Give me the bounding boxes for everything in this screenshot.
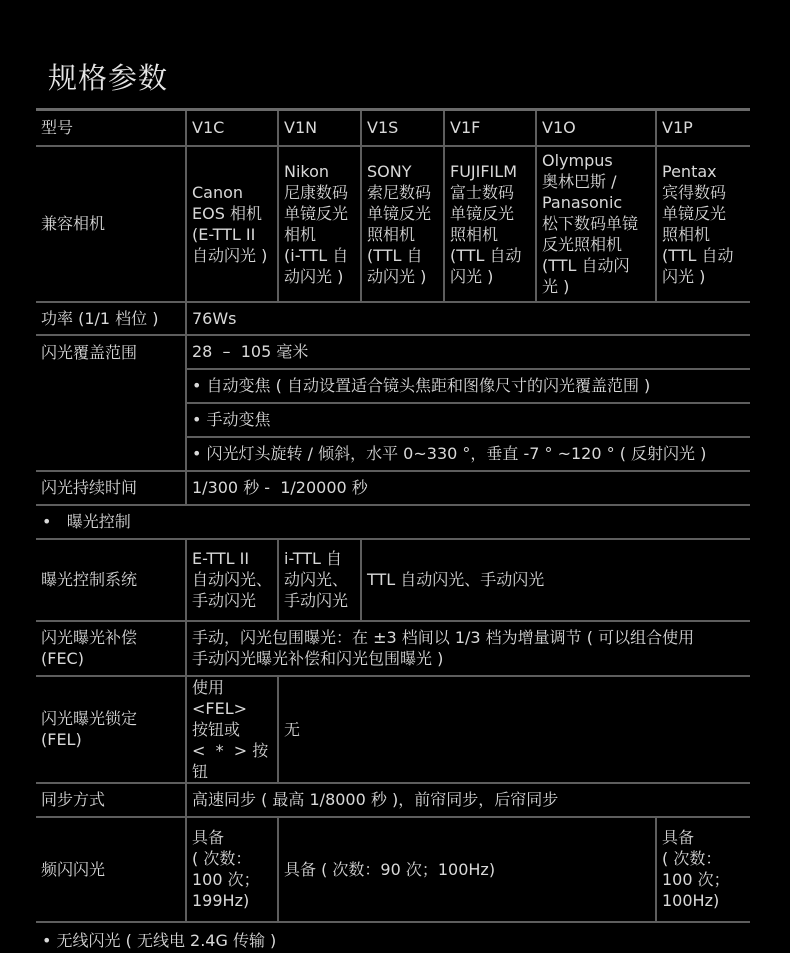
page-title: 规格参数 xyxy=(48,61,169,95)
power-value: 76Ws xyxy=(186,302,750,335)
table-row xyxy=(36,146,750,302)
ecs-cell-others: TTL 自动闪光、手动闪光 xyxy=(361,539,750,621)
exposure-control-heading: • 曝光控制 xyxy=(36,505,750,539)
table-row xyxy=(36,335,750,369)
table-row xyxy=(36,471,750,505)
row-label-ecs: 曝光控制系统 xyxy=(36,539,186,621)
row-label-strobo: 频闪闪光 xyxy=(36,817,186,922)
spec-table xyxy=(36,108,750,923)
row-label-compat: 兼容相机 xyxy=(36,146,186,302)
model-cell-v1s: V1S xyxy=(361,110,444,146)
table-row xyxy=(36,817,750,922)
row-label-fel: 闪光曝光锁定 (FEL) xyxy=(36,676,186,783)
model-cell-v1f: V1F xyxy=(444,110,536,146)
coverage-range: 28 – 105 毫米 xyxy=(186,335,750,369)
row-label-model: 型号 xyxy=(36,110,186,146)
compat-cell-v1f: FUJIFILM 富士数码 单镜反光 照相机 (TTL 自动 闪光 ) xyxy=(444,146,536,302)
table-row xyxy=(36,110,750,146)
row-label-sync: 同步方式 xyxy=(36,783,186,817)
compat-cell-v1o: Olympus 奥林巴斯 / Panasonic 松下数码单镜 反光照相机 (TTL 自动闪 光 ) xyxy=(536,146,656,302)
table-row xyxy=(36,783,750,817)
ecs-cell-v1c: E-TTL II 自动闪光、 手动闪光 xyxy=(186,539,278,621)
compat-cell-v1s: SONY 索尼数码 单镜反光 照相机 (TTL 自 动闪光 ) xyxy=(361,146,444,302)
row-label-duration: 闪光持续时间 xyxy=(36,471,186,505)
duration-value: 1/300 秒 - 1/20000 秒 xyxy=(186,471,750,505)
compat-cell-v1c: Canon EOS 相机 (E-TTL II 自动闪光 ) xyxy=(186,146,278,302)
strobo-cell-mid: 具备 ( 次数：90 次；100Hz) xyxy=(278,817,656,922)
strobo-cell-v1c: 具备 ( 次数： 100 次； 199Hz) xyxy=(186,817,278,922)
strobo-cell-v1p: 具备 ( 次数： 100 次； 100Hz) xyxy=(656,817,750,922)
table-row xyxy=(36,676,750,783)
fel-cell-others: 无 xyxy=(278,676,750,783)
model-cell-v1c: V1C xyxy=(186,110,278,146)
row-label-fec: 闪光曝光补偿 (FEC) xyxy=(36,621,186,676)
ecs-cell-v1n: i-TTL 自 动闪光、 手动闪光 xyxy=(278,539,361,621)
row-label-power: 功率 (1/1 档位 ) xyxy=(36,302,186,335)
compat-cell-v1n: Nikon 尼康数码 单镜反光 相机 (i-TTL 自 动闪光 ) xyxy=(278,146,361,302)
coverage-head-rotation: • 闪光灯头旋转 / 倾斜，水平 0~330 °，垂直 -7 ° ~120 ° ( 反射闪光 ) xyxy=(186,437,750,471)
table-row xyxy=(36,539,750,621)
sync-value: 高速同步 ( 最高 1/8000 秒 )，前帘同步，后帘同步 xyxy=(186,783,750,817)
table-row xyxy=(36,621,750,676)
model-cell-v1n: V1N xyxy=(278,110,361,146)
compat-cell-v1p: Pentax 宾得数码 单镜反光 照相机 (TTL 自动 闪光 ) xyxy=(656,146,750,302)
table-row xyxy=(36,505,750,539)
table-row xyxy=(36,302,750,335)
fec-value: 手动，闪光包围曝光：在 ±3 档间以 1/3 档为增量调节 ( 可以组合使用 手动闪光曝光补偿和闪光包围曝光 ) xyxy=(186,621,750,676)
row-label-coverage: 闪光覆盖范围 xyxy=(36,335,186,471)
fel-cell-v1c: 使用 <FEL> 按钮或 < * > 按钮 xyxy=(186,676,278,783)
model-cell-v1o: V1O xyxy=(536,110,656,146)
coverage-auto-zoom: • 自动变焦 ( 自动设置适合镜头焦距和图像尺寸的闪光覆盖范围 ) xyxy=(186,369,750,403)
model-cell-v1p: V1P xyxy=(656,110,750,146)
coverage-manual-zoom: • 手动变焦 xyxy=(186,403,750,437)
wireless-flash-note: • 无线闪光 ( 无线电 2.4G 传输 ) xyxy=(42,931,277,950)
